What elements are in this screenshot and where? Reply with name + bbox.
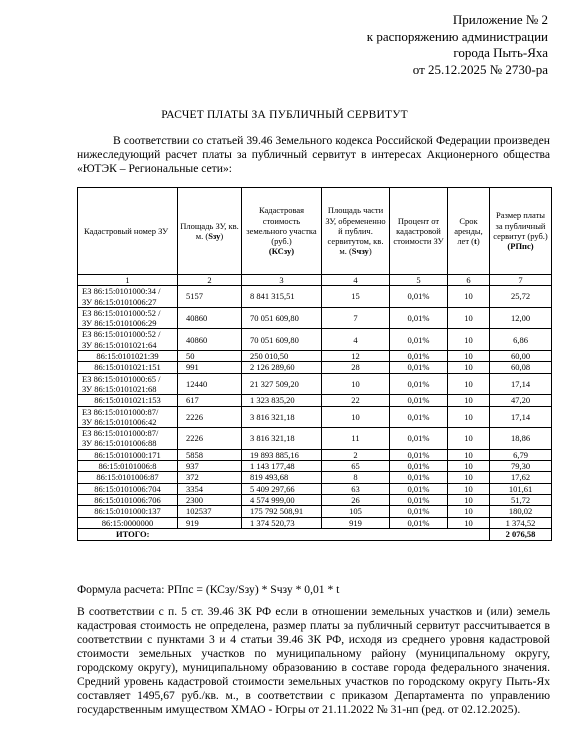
cell-percent: 0,01% bbox=[390, 449, 448, 460]
cell-term: 10 bbox=[448, 449, 490, 460]
cell-area: 5858 bbox=[178, 449, 242, 460]
cell-cadastral-number bbox=[78, 362, 178, 373]
cell-fee: 25,72 bbox=[490, 286, 552, 308]
cell-area: 40860 bbox=[178, 307, 242, 329]
cell-servitude-area: 28 bbox=[322, 362, 390, 373]
cell-servitude-area: 105 bbox=[322, 506, 390, 517]
column-number: 6 bbox=[448, 275, 490, 286]
cell-cadastral-number bbox=[78, 307, 178, 329]
cadastral-number-line: 86:15:0101021:153 bbox=[94, 395, 161, 406]
cadastral-number-line: 86:15:0101021:39 bbox=[96, 351, 159, 362]
document-header bbox=[367, 12, 548, 78]
cell-term: 10 bbox=[448, 286, 490, 308]
cell-cadastral-number bbox=[78, 351, 178, 362]
cell-servitude-area: 7 bbox=[322, 307, 390, 329]
cell-servitude-area: 65 bbox=[322, 461, 390, 472]
cell-cadastral-number bbox=[78, 329, 178, 351]
cell-servitude-area: 22 bbox=[322, 395, 390, 406]
cell-servitude-area: 11 bbox=[322, 428, 390, 450]
cell-servitude-area: 63 bbox=[322, 483, 390, 494]
cell-percent: 0,01% bbox=[390, 472, 448, 483]
cell-fee: 180,02 bbox=[490, 506, 552, 517]
cell-fee: 6,79 bbox=[490, 449, 552, 460]
column-number: 4 bbox=[322, 275, 390, 286]
total-value: 2 076,58 bbox=[490, 528, 552, 540]
cell-fee: 79,30 bbox=[490, 461, 552, 472]
cell-servitude-area: 12 bbox=[322, 351, 390, 362]
table-row bbox=[78, 351, 552, 362]
col-header-servitude-area: Площадь части ЗУ, обремененно й публич. сервитутом, кв. м. (Sчзу) bbox=[322, 188, 390, 275]
cell-cadastral-cost: 3 816 321,18 bbox=[242, 428, 322, 450]
cell-term: 10 bbox=[448, 362, 490, 373]
cell-cadastral-number bbox=[78, 406, 178, 428]
cell-term: 10 bbox=[448, 373, 490, 395]
table-row bbox=[78, 362, 552, 373]
cell-cadastral-cost: 5 409 297,66 bbox=[242, 483, 322, 494]
col-header-percent: Процент от кадастровой стоимости ЗУ bbox=[390, 188, 448, 275]
cell-cadastral-number bbox=[78, 428, 178, 450]
total-row bbox=[78, 528, 552, 540]
cell-cadastral-number bbox=[78, 286, 178, 308]
cell-cadastral-cost: 19 893 885,16 bbox=[242, 449, 322, 460]
table-row bbox=[78, 428, 552, 450]
col-header-cadastral-cost: Кадастровая стоимость земельного участка (руб.) (КСзу) bbox=[242, 188, 322, 275]
cell-fee: 12,00 bbox=[490, 307, 552, 329]
cell-servitude-area: 10 bbox=[322, 373, 390, 395]
cell-area: 2226 bbox=[178, 406, 242, 428]
intro-paragraph: В соответствии со статьей 39.46 Земельного кодекса Российской Федерации произведен нижеследующий расчет платы за публичный сервитут в интересах Акционерного общества «ЮТЭК – Региональные сети»: bbox=[77, 134, 550, 175]
cell-servitude-area: 10 bbox=[322, 406, 390, 428]
cell-cadastral-number bbox=[78, 449, 178, 460]
cadastral-number-line: ЕЗ 86:15:0101000:34 / bbox=[82, 286, 161, 297]
table-row bbox=[78, 373, 552, 395]
cadastral-number-line: ЗУ 86:15:0101006:88 bbox=[82, 438, 157, 449]
appendix-date: от 25.12.2025 № 2730-ра bbox=[412, 61, 548, 77]
cadastral-number-line: ЗУ 86:15:0101006:42 bbox=[82, 416, 157, 427]
cell-area: 50 bbox=[178, 351, 242, 362]
cadastral-number-line: 86:15:0101021:151 bbox=[94, 362, 161, 373]
appendix-city: города Пыть-Яха bbox=[453, 45, 548, 60]
cell-term: 10 bbox=[448, 329, 490, 351]
column-number: 3 bbox=[242, 275, 322, 286]
cadastral-number-line: 86:15:0101006:706 bbox=[94, 494, 161, 505]
cell-percent: 0,01% bbox=[390, 307, 448, 329]
table-header-row bbox=[78, 188, 552, 275]
cell-servitude-area: 919 bbox=[322, 517, 390, 528]
cell-area: 40860 bbox=[178, 329, 242, 351]
column-number-row bbox=[78, 275, 552, 286]
cadastral-number-line: ЕЗ 86:15:0101000:52 / bbox=[82, 329, 161, 340]
cell-percent: 0,01% bbox=[390, 461, 448, 472]
table-row bbox=[78, 307, 552, 329]
cell-cadastral-cost: 819 493,68 bbox=[242, 472, 322, 483]
cell-term: 10 bbox=[448, 351, 490, 362]
cell-area: 2226 bbox=[178, 428, 242, 450]
cell-cadastral-cost: 4 574 999,00 bbox=[242, 494, 322, 505]
formula-text: Формула расчета: РПпс = (КСзу/Sзу) * Sчзу * 0,01 * t bbox=[77, 583, 340, 596]
cell-area: 372 bbox=[178, 472, 242, 483]
cadastral-number-line: ЗУ 86:15:0101021:68 bbox=[82, 383, 157, 394]
cadastral-number-line: 86:15:0101000:171 bbox=[94, 449, 161, 460]
column-number: 1 bbox=[78, 275, 178, 286]
col-header-cadastral-number: Кадастровый номер ЗУ bbox=[78, 188, 178, 275]
cell-area: 919 bbox=[178, 517, 242, 528]
cell-cadastral-cost: 1 374 520,73 bbox=[242, 517, 322, 528]
cell-cadastral-cost: 175 792 508,91 bbox=[242, 506, 322, 517]
table-row bbox=[78, 395, 552, 406]
cell-cadastral-number bbox=[78, 373, 178, 395]
cell-percent: 0,01% bbox=[390, 494, 448, 505]
cell-servitude-area: 4 bbox=[322, 329, 390, 351]
table-row bbox=[78, 483, 552, 494]
cell-servitude-area: 26 bbox=[322, 494, 390, 505]
cadastral-number-line: 86:15:0101006:87 bbox=[96, 472, 159, 483]
cell-cadastral-cost: 1 323 835,20 bbox=[242, 395, 322, 406]
cell-term: 10 bbox=[448, 483, 490, 494]
cadastral-number-line: ЕЗ 86:15:0101000:87/ bbox=[82, 428, 159, 439]
cell-cadastral-number bbox=[78, 472, 178, 483]
cadastral-number-line: ЗУ 86:15:0101006:27 bbox=[82, 296, 157, 307]
cell-cadastral-cost: 2 126 289,60 bbox=[242, 362, 322, 373]
cell-fee: 18,86 bbox=[490, 428, 552, 450]
cell-term: 10 bbox=[448, 506, 490, 517]
cell-fee: 6,86 bbox=[490, 329, 552, 351]
cadastral-number-line: 86:15:0000000 bbox=[101, 517, 154, 528]
cell-cadastral-number bbox=[78, 506, 178, 517]
cell-area: 12440 bbox=[178, 373, 242, 395]
cadastral-number-line: ЕЗ 86:15:0101000:52 / bbox=[82, 307, 161, 318]
cell-percent: 0,01% bbox=[390, 406, 448, 428]
cell-fee: 47,20 bbox=[490, 395, 552, 406]
cadastral-number-line: 86:15:0101006:8 bbox=[98, 461, 157, 472]
cell-cadastral-number bbox=[78, 461, 178, 472]
cell-percent: 0,01% bbox=[390, 395, 448, 406]
column-number: 5 bbox=[390, 275, 448, 286]
cell-cadastral-cost: 1 143 177,48 bbox=[242, 461, 322, 472]
col-header-fee: Размер платы за публичный сервитут (руб.) (РПпс) bbox=[490, 188, 552, 275]
table-row bbox=[78, 472, 552, 483]
cell-fee: 60,00 bbox=[490, 351, 552, 362]
cadastral-number-line: ЕЗ 86:15:0101000:65 / bbox=[82, 373, 161, 384]
col-header-area: Площадь ЗУ, кв. м. (Sзу) bbox=[178, 188, 242, 275]
cadastral-number-line: ЗУ 86:15:0101021:64 bbox=[82, 339, 157, 350]
table-row bbox=[78, 449, 552, 460]
document-title: РАСЧЕТ ПЛАТЫ ЗА ПУБЛИЧНЫЙ СЕРВИТУТ bbox=[161, 109, 408, 121]
cell-fee: 60,08 bbox=[490, 362, 552, 373]
final-paragraph: В соответствии с п. 5 ст. 39.46 ЗК РФ если в отношении земельных участков и (или) земель кадастровая стоимость не определена, размер платы за публичный сервитут рассчитывается в соответствии с пунктами 3 и 4 статьи 39.46 ЗК РФ, исходя из среднего уровня кадастровой стоимости земельных участков по муниципальному району (муниципальному округу, городскому округу), муниципальному образованию в составе города федерального значения. Средний уровень кадастровой стоимости земельных участков по городскому округу Пыть-Ях составляет 1495,67 руб./кв. м., в соответствии с приказом Департамента по управлению государственным имуществом ХМАО - Югры от 21.11.2022 № 31-нп (ред. от 02.12.2025). bbox=[77, 605, 550, 717]
cell-percent: 0,01% bbox=[390, 362, 448, 373]
cell-cadastral-cost: 250 010,50 bbox=[242, 351, 322, 362]
cell-area: 5157 bbox=[178, 286, 242, 308]
cell-cadastral-cost: 21 327 509,20 bbox=[242, 373, 322, 395]
cell-servitude-area: 15 bbox=[322, 286, 390, 308]
appendix-order-ref: к распоряжению администрации bbox=[366, 28, 548, 44]
cell-area: 2300 bbox=[178, 494, 242, 505]
cell-term: 10 bbox=[448, 494, 490, 505]
cadastral-number-line: ЕЗ 86:15:0101000:87/ bbox=[82, 406, 159, 417]
cell-cadastral-number bbox=[78, 483, 178, 494]
cell-term: 10 bbox=[448, 395, 490, 406]
cell-term: 10 bbox=[448, 517, 490, 528]
table-row bbox=[78, 329, 552, 351]
table-row bbox=[78, 506, 552, 517]
cell-fee: 17,14 bbox=[490, 406, 552, 428]
appendix-number: Приложение № 2 bbox=[452, 12, 548, 27]
cell-percent: 0,01% bbox=[390, 329, 448, 351]
table-row bbox=[78, 517, 552, 528]
cell-fee: 17,14 bbox=[490, 373, 552, 395]
column-number: 2 bbox=[178, 275, 242, 286]
cadastral-number-line: 86:15:0101000:137 bbox=[94, 506, 161, 517]
cell-area: 102537 bbox=[178, 506, 242, 517]
cell-area: 991 bbox=[178, 362, 242, 373]
cell-cadastral-number bbox=[78, 395, 178, 406]
cell-term: 10 bbox=[448, 428, 490, 450]
cell-percent: 0,01% bbox=[390, 506, 448, 517]
total-label: ИТОГО: bbox=[78, 528, 490, 540]
cell-percent: 0,01% bbox=[390, 517, 448, 528]
col-header-term: Срок аренды, лет (t) bbox=[448, 188, 490, 275]
cell-percent: 0,01% bbox=[390, 428, 448, 450]
table-row bbox=[78, 461, 552, 472]
cell-fee: 17,62 bbox=[490, 472, 552, 483]
table-row bbox=[78, 286, 552, 308]
cell-fee: 51,72 bbox=[490, 494, 552, 505]
cell-area: 3354 bbox=[178, 483, 242, 494]
cell-percent: 0,01% bbox=[390, 351, 448, 362]
table-row bbox=[78, 406, 552, 428]
cell-cadastral-number bbox=[78, 517, 178, 528]
cell-cadastral-number bbox=[78, 494, 178, 505]
cadastral-number-line: ЗУ 86:15:0101006:29 bbox=[82, 318, 157, 329]
cell-servitude-area: 8 bbox=[322, 472, 390, 483]
cell-term: 10 bbox=[448, 472, 490, 483]
table-body bbox=[78, 286, 552, 529]
cell-term: 10 bbox=[448, 307, 490, 329]
cell-cadastral-cost: 70 051 609,80 bbox=[242, 329, 322, 351]
cell-percent: 0,01% bbox=[390, 373, 448, 395]
cell-area: 617 bbox=[178, 395, 242, 406]
cell-term: 10 bbox=[448, 461, 490, 472]
cadastral-number-line: 86:15:0101006:704 bbox=[94, 483, 161, 494]
cell-term: 10 bbox=[448, 406, 490, 428]
cell-cadastral-cost: 70 051 609,80 bbox=[242, 307, 322, 329]
cell-fee: 1 374,52 bbox=[490, 517, 552, 528]
column-number: 7 bbox=[490, 275, 552, 286]
cell-servitude-area: 2 bbox=[322, 449, 390, 460]
cell-fee: 101,61 bbox=[490, 483, 552, 494]
cell-percent: 0,01% bbox=[390, 286, 448, 308]
cell-cadastral-cost: 3 816 321,18 bbox=[242, 406, 322, 428]
table-row bbox=[78, 494, 552, 505]
cell-area: 937 bbox=[178, 461, 242, 472]
cell-cadastral-cost: 8 841 315,51 bbox=[242, 286, 322, 308]
fee-calculation-table bbox=[77, 187, 552, 541]
cell-percent: 0,01% bbox=[390, 483, 448, 494]
